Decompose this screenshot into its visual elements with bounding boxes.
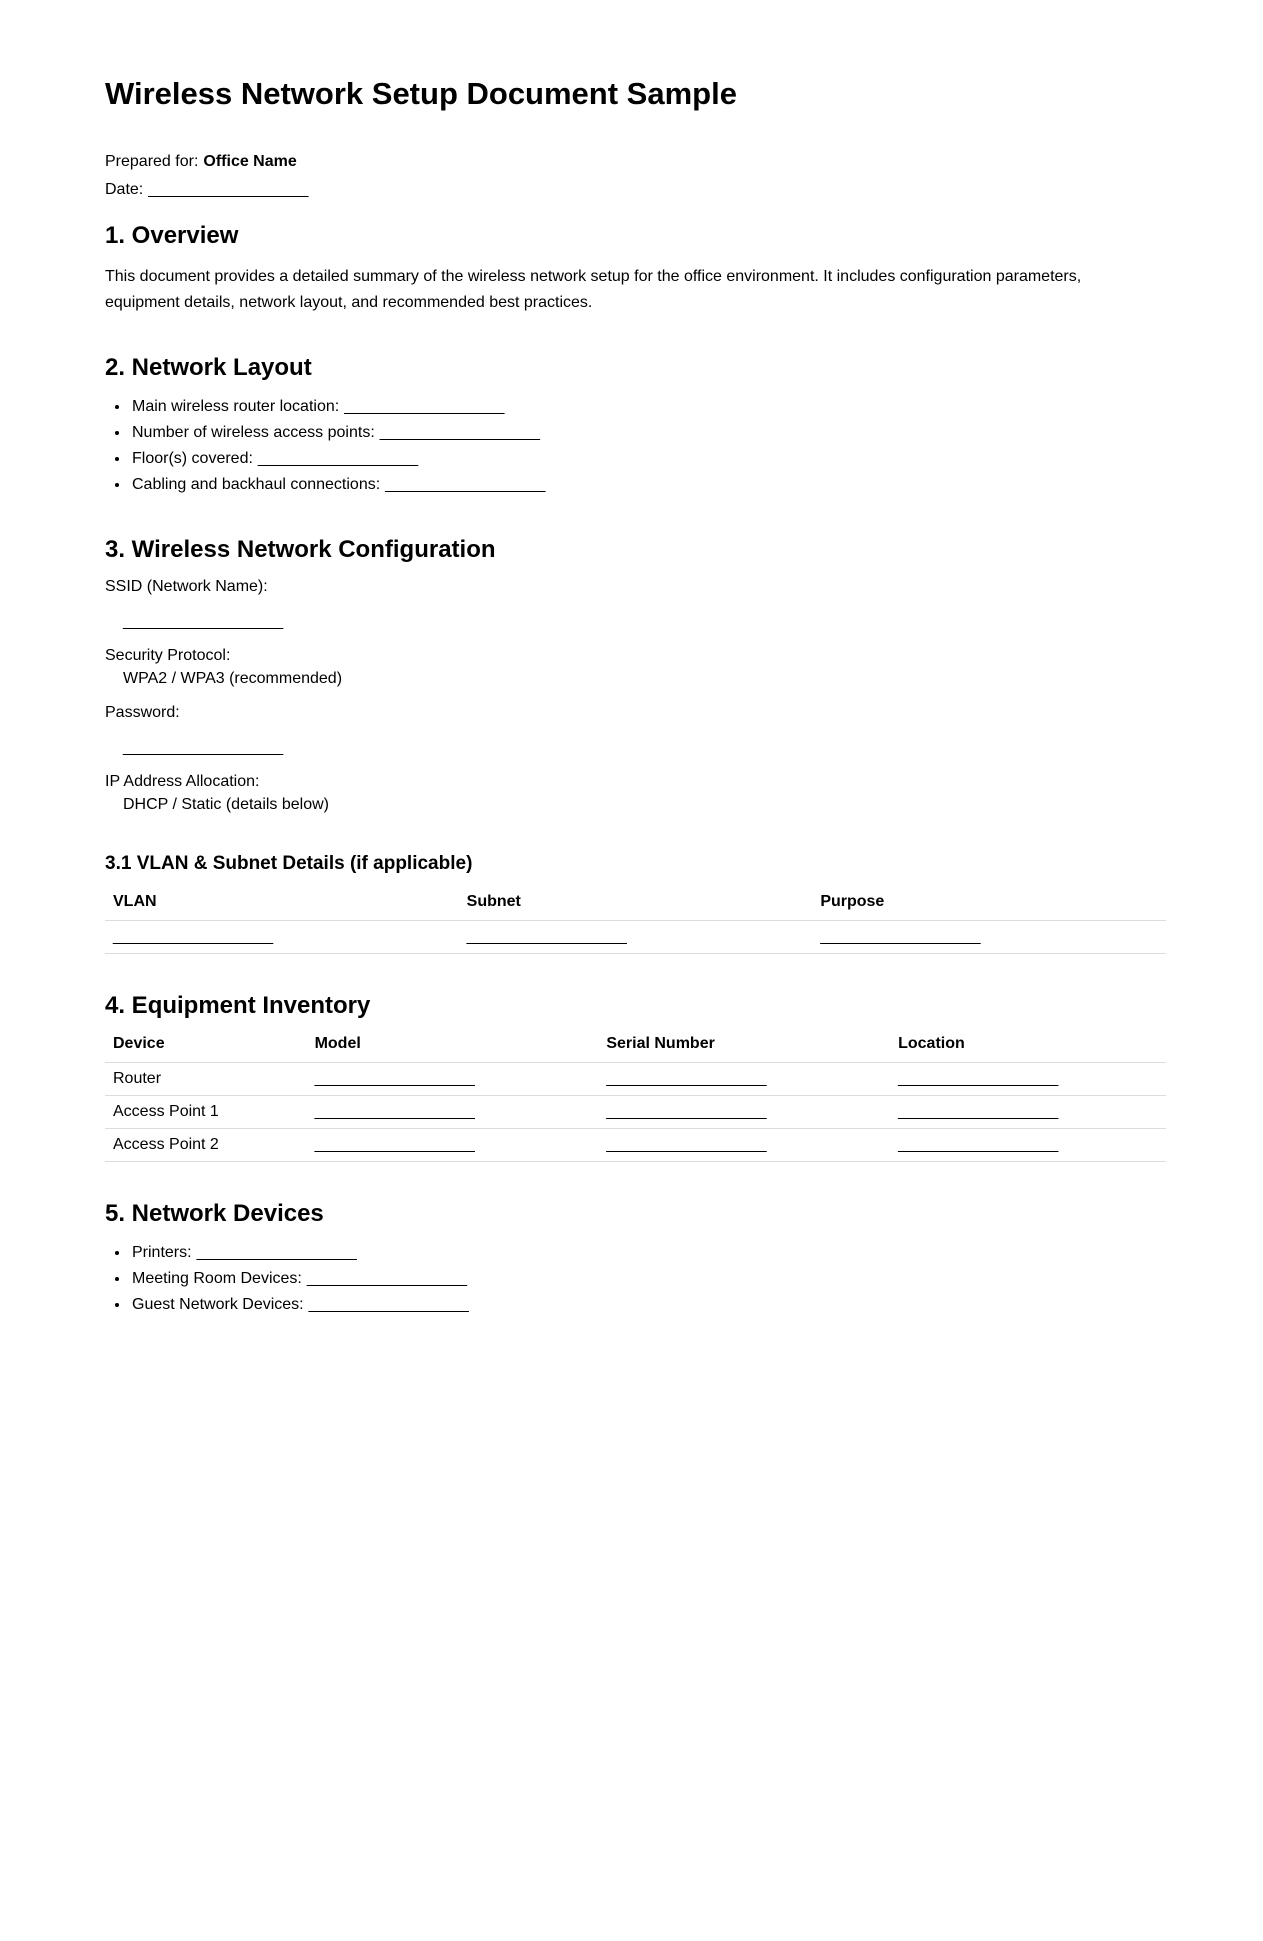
table-row <box>105 921 1166 954</box>
network-layout-list <box>105 394 1166 498</box>
list-item-label: Main wireless router location: <box>132 398 340 415</box>
location-cell-blank: __________________ <box>890 1063 1166 1096</box>
device-cell: Access Point 1 <box>105 1096 307 1129</box>
section-network-devices <box>105 1200 1166 1318</box>
fill-in-blank: __________________ <box>385 476 546 493</box>
table-header-row <box>105 1030 1166 1063</box>
date-line <box>105 176 1166 204</box>
list-item-label: Guest Network Devices: <box>132 1296 304 1313</box>
security-protocol-value: WPA2 / WPA3 (recommended) <box>123 670 343 687</box>
table-row <box>105 1129 1166 1162</box>
vlan-subnet-table <box>105 888 1166 954</box>
device-cell: Router <box>105 1063 307 1096</box>
vlan-cell-blank: __________________ <box>105 921 459 954</box>
device-column-header: Device <box>105 1030 307 1063</box>
ssid-blank-line: __________________ <box>123 613 284 630</box>
list-item <box>132 1240 1166 1266</box>
purpose-cell-blank: __________________ <box>812 921 1166 954</box>
password-blank-line: __________________ <box>123 739 284 756</box>
vlan-subnet-heading: 3.1 VLAN & Subnet Details (if applicable) <box>105 853 473 874</box>
table-row <box>105 1063 1166 1096</box>
list-item-label: Meeting Room Devices: <box>132 1270 302 1287</box>
list-item <box>132 394 1166 420</box>
vlan-column-header: VLAN <box>105 888 459 921</box>
list-item <box>132 1266 1166 1292</box>
list-item <box>132 420 1166 446</box>
purpose-column-header: Purpose <box>812 888 1166 921</box>
location-cell-blank: __________________ <box>890 1096 1166 1129</box>
subnet-column-header: Subnet <box>459 888 813 921</box>
serial-cell-blank: __________________ <box>598 1129 890 1162</box>
ip-allocation-value: DHCP / Static (details below) <box>123 796 329 813</box>
prepared-for-line <box>105 148 1166 176</box>
equipment-inventory-heading: 4. Equipment Inventory <box>105 992 371 1019</box>
network-devices-list <box>105 1240 1166 1318</box>
date-label: Date: <box>105 181 144 198</box>
list-item <box>132 446 1166 472</box>
list-item-label: Floor(s) covered: <box>132 450 253 467</box>
date-blank-line: __________________ <box>148 181 309 198</box>
model-cell-blank: __________________ <box>307 1096 599 1129</box>
serial-cell-blank: __________________ <box>598 1096 890 1129</box>
list-item-label: Number of wireless access points: <box>132 424 375 441</box>
overview-paragraph: This document provides a detailed summary of the wireless network setup for the office environment. It includes configuration parameters, equipment details, network layout, and recommended best practices. <box>105 268 1082 311</box>
document-page <box>105 0 1166 1318</box>
serial-cell-blank: __________________ <box>598 1063 890 1096</box>
document-meta <box>105 148 1166 204</box>
fill-in-blank: __________________ <box>257 450 419 467</box>
list-item <box>132 1292 1166 1318</box>
security-protocol-label: Security Protocol: <box>105 647 231 664</box>
model-cell-blank: __________________ <box>307 1129 599 1162</box>
subnet-cell-blank: __________________ <box>459 921 813 954</box>
serial-number-column-header: Serial Number <box>598 1030 890 1063</box>
document-title: Wireless Network Setup Document Sample <box>105 76 737 111</box>
fill-in-blank: __________________ <box>308 1296 469 1313</box>
table-header-row <box>105 888 1166 921</box>
prepared-for-label: Prepared for: <box>105 153 199 170</box>
model-cell-blank: __________________ <box>307 1063 599 1096</box>
section-wireless-config <box>105 536 1166 954</box>
password-label: Password: <box>105 704 180 721</box>
section-equipment-inventory <box>105 992 1166 1162</box>
section-network-layout <box>105 354 1166 498</box>
network-layout-heading: 2. Network Layout <box>105 354 312 381</box>
wireless-config-heading: 3. Wireless Network Configuration <box>105 536 496 563</box>
fill-in-blank: __________________ <box>379 424 540 441</box>
fill-in-blank: __________________ <box>344 398 505 415</box>
overview-heading: 1. Overview <box>105 222 239 249</box>
prepared-for-value: Office Name <box>203 153 297 170</box>
model-column-header: Model <box>307 1030 599 1063</box>
list-item-label: Printers: <box>132 1244 192 1261</box>
ip-allocation-label: IP Address Allocation: <box>105 773 260 790</box>
network-devices-heading: 5. Network Devices <box>105 1200 324 1227</box>
list-item <box>132 472 1166 498</box>
ssid-label: SSID (Network Name): <box>105 578 268 595</box>
fill-in-blank: __________________ <box>196 1244 357 1261</box>
fill-in-blank: __________________ <box>306 1270 468 1287</box>
location-column-header: Location <box>890 1030 1166 1063</box>
equipment-inventory-table <box>105 1030 1166 1162</box>
section-overview <box>105 222 1166 316</box>
table-row <box>105 1096 1166 1129</box>
list-item-label: Cabling and backhaul connections: <box>132 476 381 493</box>
device-cell: Access Point 2 <box>105 1129 307 1162</box>
location-cell-blank: __________________ <box>890 1129 1166 1162</box>
